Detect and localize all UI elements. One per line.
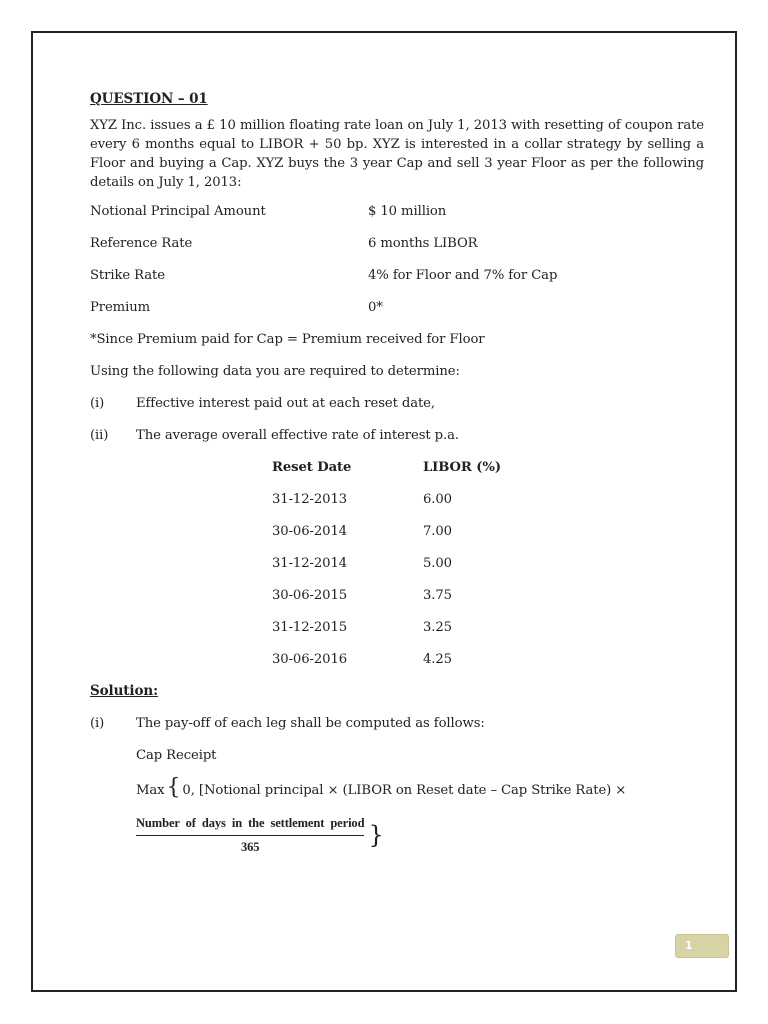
libor-cell: 5.00: [423, 556, 452, 571]
table-row: [272, 586, 501, 618]
detail-label: Strike Rate: [90, 268, 165, 283]
libor-cell: 6.00: [423, 492, 452, 507]
libor-table: [272, 458, 501, 682]
list-item: [90, 394, 704, 426]
reset-date-cell: 30-06-2014: [272, 524, 348, 539]
column-header: LIBOR (%): [423, 460, 501, 475]
close-brace: }: [368, 821, 384, 849]
item-number: (ii): [90, 428, 109, 443]
table-row: [272, 618, 501, 650]
detail-value: 4% for Floor and 7% for Cap: [368, 268, 558, 283]
table-row: [272, 650, 501, 682]
detail-value: $ 10 million: [368, 204, 447, 219]
table-header-row: [272, 458, 501, 490]
document-body: [90, 90, 704, 857]
reset-date-cell: 31-12-2013: [272, 492, 348, 507]
reset-date-cell: 31-12-2014: [272, 556, 348, 571]
reset-date-cell: 30-06-2015: [272, 588, 348, 603]
detail-label: Reference Rate: [90, 236, 193, 251]
page-number-badge: 1: [675, 934, 729, 958]
detail-label: Notional Principal Amount: [90, 204, 266, 219]
item-text: The pay-off of each leg shall be computed as follows:: [136, 716, 485, 731]
formula-fraction-line: [136, 814, 704, 857]
column-header: Reset Date: [272, 460, 352, 475]
detail-row: [90, 266, 704, 298]
libor-cell: 7.00: [423, 524, 452, 539]
solution-item: [90, 714, 704, 746]
instruction: Using the following data you are required to determine:: [90, 364, 460, 379]
libor-cell: 3.75: [423, 588, 452, 603]
cap-formula: [136, 775, 704, 814]
details-list: [90, 202, 704, 330]
question-title: QUESTION – 01: [90, 91, 208, 107]
reset-date-cell: 30-06-2016: [272, 652, 348, 667]
detail-value: 0*: [368, 300, 383, 315]
question-intro: XYZ Inc. issues a £ 10 million floating rate loan on July 1, 2013 with resetting of coupon rate every 6 months equal to LIBOR + 50 bp. XYZ is interested in a collar strategy by selling a Floor and buying a Cap. XYZ buys the 3 year Cap and sell 3 year Floor as per the following details on July 1, 2013:: [90, 118, 704, 190]
item-number: (i): [90, 716, 105, 731]
fraction: [136, 814, 364, 857]
libor-cell: 3.25: [423, 620, 452, 635]
detail-row: [90, 202, 704, 234]
fraction-numerator: Number of days in the settlement period: [136, 814, 364, 836]
table-row: [272, 554, 501, 586]
fraction-denominator: 365: [241, 840, 260, 854]
formula-prefix: Max: [136, 783, 165, 798]
detail-row: [90, 234, 704, 266]
detail-row: [90, 298, 704, 330]
reset-date-cell: 31-12-2015: [272, 620, 348, 635]
formula-body: 0, [Notional principal × (LIBOR on Reset date – Cap Strike Rate) ×: [182, 783, 627, 798]
item-text: Effective interest paid out at each reset date,: [136, 396, 435, 411]
cap-receipt-label: Cap Receipt: [136, 748, 217, 763]
table-row: [272, 490, 501, 522]
detail-label: Premium: [90, 300, 151, 315]
libor-cell: 4.25: [423, 652, 452, 667]
table-row: [272, 522, 501, 554]
detail-value: 6 months LIBOR: [368, 236, 478, 251]
item-number: (i): [90, 396, 105, 411]
item-text: The average overall effective rate of interest p.a.: [136, 428, 459, 443]
footnote: *Since Premium paid for Cap = Premium received for Floor: [90, 332, 485, 347]
solution-title: Solution:: [90, 683, 158, 699]
list-item: [90, 426, 704, 458]
open-brace: {: [166, 775, 181, 800]
